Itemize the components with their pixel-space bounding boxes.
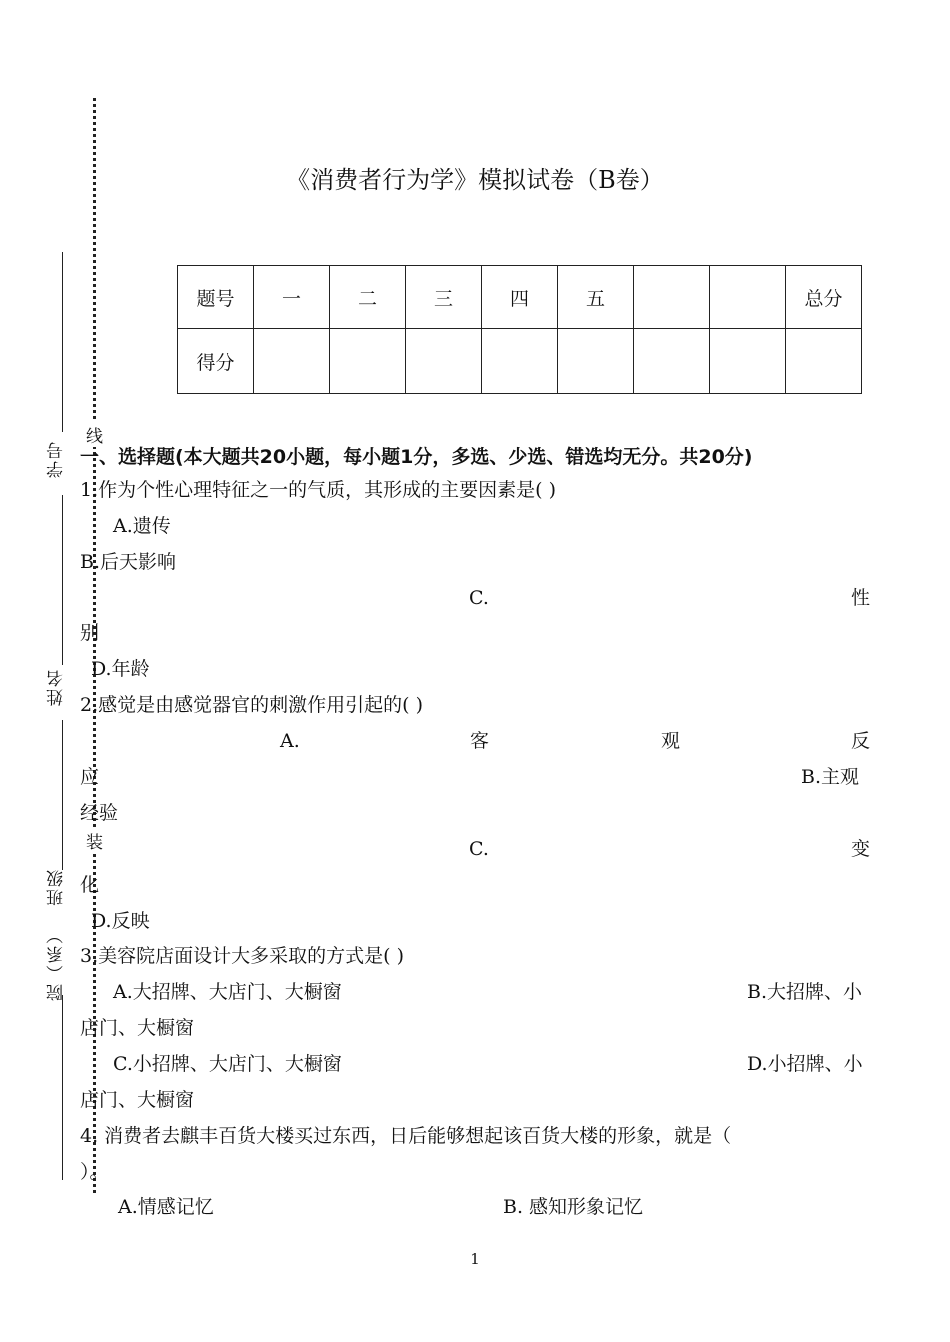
name-blank-line bbox=[62, 495, 63, 665]
option-b: B.大招牌、小 bbox=[747, 981, 863, 1003]
option-c: C.小招牌、大店门、大橱窗 bbox=[113, 1053, 342, 1075]
score-cell bbox=[786, 329, 862, 394]
score-table bbox=[177, 265, 862, 394]
score-cell bbox=[406, 329, 482, 394]
option-c-text: 别 bbox=[80, 622, 100, 644]
option-b: B. 感知形象记忆 bbox=[503, 1196, 644, 1218]
binding-line-char: 线 bbox=[86, 422, 103, 447]
exam-title: 《消费者行为学》模拟试卷（B卷） bbox=[286, 166, 664, 194]
score-cell bbox=[634, 329, 710, 394]
option-c-text: 化 bbox=[80, 874, 100, 896]
option-a-text: 应 bbox=[80, 766, 100, 788]
score-row bbox=[178, 329, 862, 394]
option-a-text: 客 bbox=[470, 730, 490, 752]
department-label: 院（系） bbox=[47, 925, 67, 1001]
department-blank-line bbox=[62, 995, 63, 1180]
table-cell: 题号 bbox=[178, 266, 254, 329]
option-a: A. bbox=[280, 730, 300, 752]
page-number: 1 bbox=[470, 1250, 480, 1268]
option-a: A.情感记忆 bbox=[118, 1196, 214, 1218]
class-label: 班级 bbox=[47, 868, 67, 906]
option-c: C. bbox=[469, 838, 489, 860]
score-cell bbox=[482, 329, 558, 394]
option-a: A.大招牌、大店门、大橱窗 bbox=[113, 981, 342, 1003]
option-c-text: 性 bbox=[851, 587, 871, 609]
table-cell: 三 bbox=[406, 266, 482, 329]
question-stem: 3.美容院店面设计大多采取的方式是( ) bbox=[80, 945, 404, 967]
table-cell bbox=[710, 266, 786, 329]
question-stem: 4. 消费者去麒丰百货大楼买过东西，日后能够想起该百货大楼的形象，就是（ bbox=[80, 1125, 732, 1147]
option-b: B.主观 bbox=[801, 766, 860, 788]
question-stem: 1.作为个性心理特征之一的气质，其形成的主要因素是( ) bbox=[80, 479, 556, 501]
table-cell: 四 bbox=[482, 266, 558, 329]
option-d: D.年龄 bbox=[91, 658, 150, 680]
option-a-text: 反 bbox=[851, 730, 871, 752]
option-a: A.遗传 bbox=[113, 515, 171, 537]
option-b: B.后天影响 bbox=[80, 551, 177, 573]
question-stem: ）。 bbox=[80, 1161, 109, 1183]
table-cell bbox=[634, 266, 710, 329]
option-c-text: 变 bbox=[851, 838, 871, 860]
student-id-label: 学号 bbox=[47, 440, 67, 478]
option-c: C. bbox=[469, 587, 489, 609]
option-a-text: 观 bbox=[661, 730, 681, 752]
binding-bind-char: 装 bbox=[86, 828, 103, 853]
table-cell: 二 bbox=[330, 266, 406, 329]
table-cell: 五 bbox=[558, 266, 634, 329]
score-cell bbox=[710, 329, 786, 394]
option-b-text: 店门、大橱窗 bbox=[80, 1017, 195, 1039]
class-blank-line bbox=[62, 720, 63, 870]
table-cell: 总分 bbox=[786, 266, 862, 329]
score-cell bbox=[330, 329, 406, 394]
name-label: 姓名 bbox=[47, 668, 67, 706]
table-cell: 得分 bbox=[178, 329, 254, 394]
option-d: D.反映 bbox=[91, 910, 150, 932]
score-cell bbox=[558, 329, 634, 394]
section-heading: 一、选择题(本大题共20小题，每小题1分，多选、少选、错选均无分。共20分) bbox=[80, 446, 753, 468]
option-b-text: 经验 bbox=[80, 802, 119, 824]
table-cell: 一 bbox=[254, 266, 330, 329]
question-stem: 2.感觉是由感觉器官的刺激作用引起的( ) bbox=[80, 694, 423, 716]
student-id-blank-line bbox=[62, 252, 63, 432]
option-d-text: 店门、大橱窗 bbox=[80, 1089, 195, 1111]
option-d: D.小招牌、小 bbox=[747, 1053, 863, 1075]
question-number-row bbox=[178, 266, 862, 329]
score-cell bbox=[254, 329, 330, 394]
